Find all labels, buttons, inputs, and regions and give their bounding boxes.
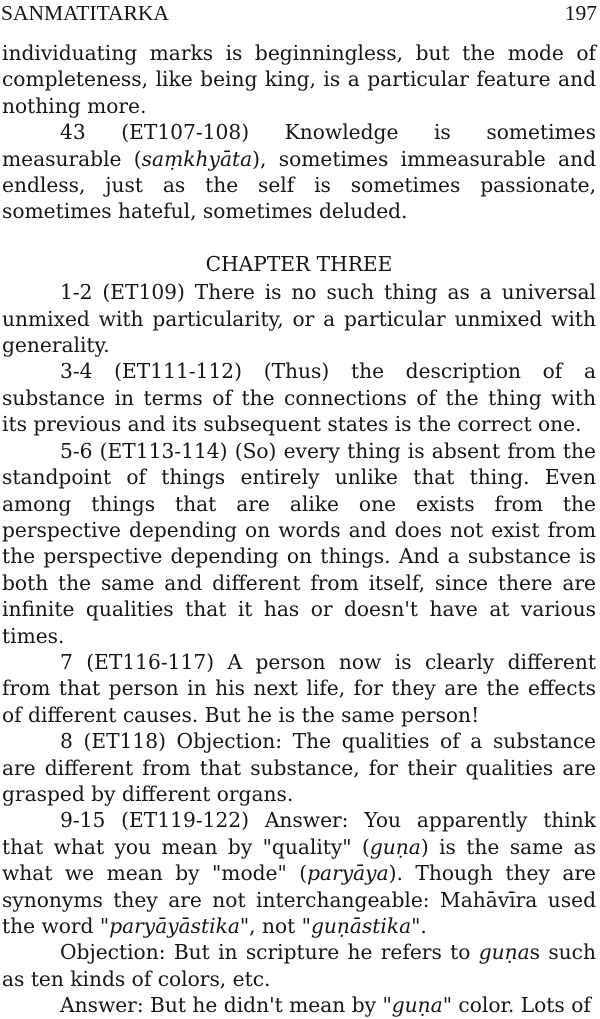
text-run: ), sometimes immeasurable and endless, just as the self is sometimes passionate, sometimes hateful, sometimes deluded.: [2, 146, 596, 224]
paragraph-continuation: individuating marks is beginningless, but the mode of completeness, like being king, is a particular feature and nothing more.: [2, 41, 596, 118]
text-run: Answer: But he didn't mean by ": [60, 993, 392, 1018]
chapter-heading: CHAPTER THREE: [205, 251, 393, 276]
sanskrit-term: paryāya: [307, 861, 389, 886]
text-run: 43 (ET107-108) Knowledge is sometimes measurable (: [2, 120, 596, 171]
paragraph-verse-8: 8 (ET118) Objection: The qualities of a substance are different from that substance, for their qualities are grasped by different organs.: [2, 729, 596, 806]
body-text: [2, 40, 596, 1019]
paragraph-objection: [2, 939, 596, 992]
paragraph-verse-5-6: 5-6 (ET113-114) (So) every thing is absent from the standpoint of things entirely unlike that thing. Even among things that are alike one exists from the perspective depending on words and does not exist from the perspective depending on things. And a substance is both the same and different from itself, since there are infinite qualities that it has or doesn't have at various times.: [2, 438, 596, 648]
running-title: SANMATITARKA: [1, 1, 169, 25]
text-run: ", not ": [239, 914, 311, 938]
section-spacer: [2, 225, 596, 251]
text-run: ). Though they are synonyms they are not interchangeable: Mahāvīra used the word ": [2, 861, 596, 938]
paragraph-answer: [2, 992, 596, 1018]
text-run: s such as ten kinds of colors, etc.: [2, 940, 596, 991]
running-header: [1, 0, 597, 26]
paragraph-verse-7: 7 (ET116-117) A person now is clearly different from that person in his next life, for they are the effects of different causes. But he is the same person!: [2, 649, 596, 727]
sanskrit-term: paryāyāstika: [109, 914, 240, 938]
text-run: ) is the same as what we mean by "mode" (: [2, 834, 596, 886]
paragraph-verse-1-2: 1-2 (ET109) There is no such thing as a universal unmixed with particularity, or a particular unmixed with generality.: [2, 280, 596, 358]
text-run: ".: [411, 914, 427, 938]
page-number: 197: [564, 1, 597, 25]
sanskrit-term: saṃkhyāta: [141, 146, 253, 171]
sanskrit-term: guṇa: [478, 940, 530, 965]
text-run: Objection: But in scripture he refers to: [60, 940, 479, 965]
sanskrit-term: guṇāstika: [310, 914, 412, 938]
paragraph-verse-9-15: [2, 807, 596, 939]
sanskrit-term: guṇa: [369, 834, 421, 859]
paragraph-verse-3-4: 3-4 (ET111-112) (Thus) the description of a substance in terms of the connections of the thing with its previous and its subsequent states is the correct one.: [2, 359, 596, 437]
sanskrit-term: guṇa: [391, 993, 443, 1018]
text-run: 9-15 (ET119-122) Answer: You apparently think that what you mean by "quality" (: [2, 808, 596, 859]
text-run: " color. Lots of: [442, 993, 591, 1018]
paragraph-verse-43: [2, 119, 596, 225]
